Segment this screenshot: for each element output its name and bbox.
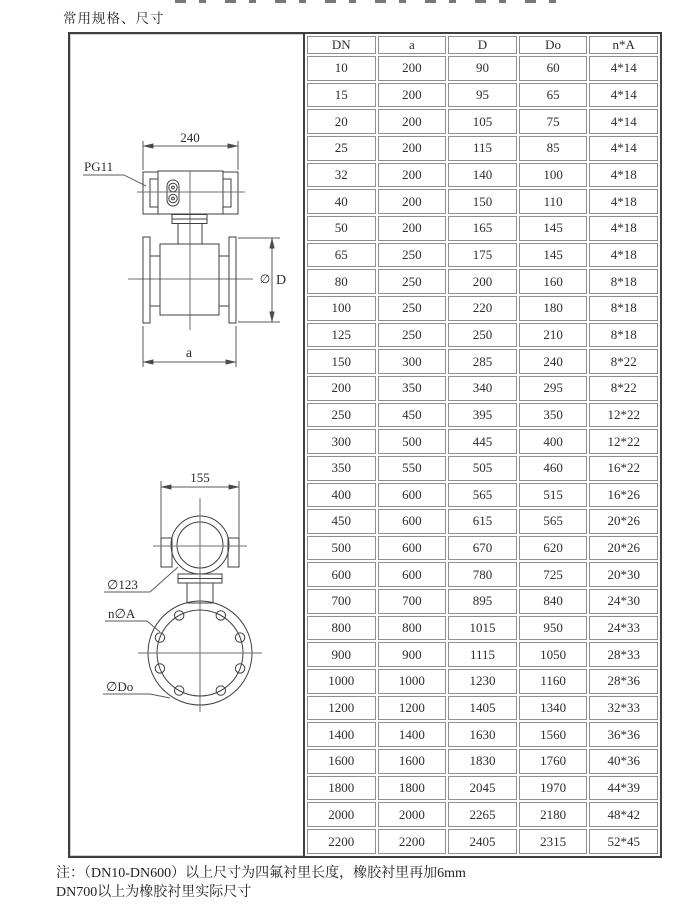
table-cell: 28*33 bbox=[589, 642, 658, 667]
table-cell: 840 bbox=[519, 589, 588, 614]
table-row bbox=[307, 749, 658, 774]
table-cell: 4*18 bbox=[589, 163, 658, 188]
spec-table bbox=[305, 34, 660, 856]
table-cell: 550 bbox=[378, 456, 447, 481]
table-row bbox=[307, 696, 658, 721]
table-cell: 1600 bbox=[378, 749, 447, 774]
table-cell: 670 bbox=[448, 536, 517, 561]
table-cell: 1000 bbox=[378, 669, 447, 694]
spec-table-container bbox=[303, 34, 660, 856]
table-row bbox=[307, 243, 658, 268]
table-cell: 80 bbox=[307, 269, 376, 294]
table-cell: 600 bbox=[378, 483, 447, 508]
table-cell: 110 bbox=[519, 189, 588, 214]
table-cell: 220 bbox=[448, 296, 517, 321]
table-cell: 725 bbox=[519, 562, 588, 587]
table-row bbox=[307, 349, 658, 374]
table-cell: 2405 bbox=[448, 829, 517, 854]
table-cell: 4*14 bbox=[589, 83, 658, 108]
table-cell: 1200 bbox=[378, 696, 447, 721]
table-cell: 175 bbox=[448, 243, 517, 268]
table-cell: 1015 bbox=[448, 616, 517, 641]
table-cell: 2180 bbox=[519, 802, 588, 827]
table-cell: 200 bbox=[378, 136, 447, 161]
table-cell: 2265 bbox=[448, 802, 517, 827]
table-cell: 200 bbox=[378, 56, 447, 81]
table-cell: 285 bbox=[448, 349, 517, 374]
table-cell: 50 bbox=[307, 216, 376, 241]
table-cell: 100 bbox=[519, 163, 588, 188]
note-line-1: 注：（DN10-DN600）以上尺寸为四氟衬里长度，橡胶衬里再加6mm bbox=[56, 866, 466, 881]
table-cell: 800 bbox=[378, 616, 447, 641]
table-cell: 250 bbox=[378, 296, 447, 321]
table-cell: 1830 bbox=[448, 749, 517, 774]
table-cell: 1160 bbox=[519, 669, 588, 694]
table-row bbox=[307, 163, 658, 188]
table-cell: 200 bbox=[378, 216, 447, 241]
table-cell: 1050 bbox=[519, 642, 588, 667]
table-cell: 600 bbox=[378, 536, 447, 561]
bolt-holes-label: n∅A bbox=[108, 606, 136, 621]
dia-do-label: ∅Do bbox=[106, 679, 134, 694]
table-header-cell: a bbox=[378, 36, 447, 54]
table-cell: 200 bbox=[378, 163, 447, 188]
table-cell: 445 bbox=[448, 429, 517, 454]
table-row bbox=[307, 509, 658, 534]
table-header-cell: D bbox=[448, 36, 517, 54]
note-line-2: DN700以上为橡胶衬里实际尺寸 bbox=[56, 885, 252, 900]
table-cell: 4*14 bbox=[589, 109, 658, 134]
table-cell: 65 bbox=[519, 83, 588, 108]
table-cell: 620 bbox=[519, 536, 588, 561]
table-row bbox=[307, 189, 658, 214]
table-cell: 250 bbox=[378, 269, 447, 294]
table-cell: 400 bbox=[307, 483, 376, 508]
table-cell: 300 bbox=[378, 349, 447, 374]
table-cell: 100 bbox=[307, 296, 376, 321]
table-cell: 1230 bbox=[448, 669, 517, 694]
dia-123-label: ∅123 bbox=[107, 577, 138, 592]
table-cell: 200 bbox=[378, 83, 447, 108]
table-cell: 28*36 bbox=[589, 669, 658, 694]
table-cell: 180 bbox=[519, 296, 588, 321]
table-cell: 210 bbox=[519, 323, 588, 348]
table-cell: 1760 bbox=[519, 749, 588, 774]
dia-d-letter: D bbox=[275, 273, 287, 288]
table-cell: 600 bbox=[307, 562, 376, 587]
table-cell: 32*33 bbox=[589, 696, 658, 721]
table-cell: 1400 bbox=[378, 722, 447, 747]
table-row bbox=[307, 323, 658, 348]
table-row bbox=[307, 776, 658, 801]
table-row bbox=[307, 642, 658, 667]
table-cell: 350 bbox=[307, 456, 376, 481]
table-cell: 505 bbox=[448, 456, 517, 481]
table-cell: 20*26 bbox=[589, 509, 658, 534]
dia-d-symbol: ∅ bbox=[259, 272, 271, 286]
table-cell: 8*18 bbox=[589, 269, 658, 294]
table-cell: 125 bbox=[307, 323, 376, 348]
table-cell: 565 bbox=[448, 483, 517, 508]
table-cell: 1405 bbox=[448, 696, 517, 721]
table-cell: 44*39 bbox=[589, 776, 658, 801]
table-row bbox=[307, 802, 658, 827]
table-cell: 950 bbox=[519, 616, 588, 641]
front-view bbox=[103, 470, 262, 712]
table-cell: 4*18 bbox=[589, 189, 658, 214]
table-cell: 25 bbox=[307, 136, 376, 161]
cropped-title-remnant bbox=[175, 0, 565, 3]
table-cell: 900 bbox=[307, 642, 376, 667]
table-cell: 85 bbox=[519, 136, 588, 161]
table-cell: 150 bbox=[307, 349, 376, 374]
table-row bbox=[307, 136, 658, 161]
table-cell: 350 bbox=[378, 376, 447, 401]
spec-frame bbox=[68, 32, 662, 858]
table-cell: 800 bbox=[307, 616, 376, 641]
table-cell: 16*26 bbox=[589, 483, 658, 508]
table-cell: 32 bbox=[307, 163, 376, 188]
table-cell: 160 bbox=[519, 269, 588, 294]
table-cell: 115 bbox=[448, 136, 517, 161]
notes bbox=[56, 864, 656, 902]
table-cell: 780 bbox=[448, 562, 517, 587]
table-cell: 52*45 bbox=[589, 829, 658, 854]
table-cell: 1340 bbox=[519, 696, 588, 721]
table-cell: 20*30 bbox=[589, 562, 658, 587]
table-cell: 615 bbox=[448, 509, 517, 534]
table-cell: 2200 bbox=[378, 829, 447, 854]
table-cell: 4*18 bbox=[589, 216, 658, 241]
table-cell: 1200 bbox=[307, 696, 376, 721]
table-cell: 145 bbox=[519, 216, 588, 241]
table-row bbox=[307, 536, 658, 561]
table-cell: 240 bbox=[519, 349, 588, 374]
table-cell: 12*22 bbox=[589, 429, 658, 454]
table-cell: 600 bbox=[378, 509, 447, 534]
table-cell: 250 bbox=[378, 323, 447, 348]
technical-drawing bbox=[70, 34, 305, 856]
table-cell: 1970 bbox=[519, 776, 588, 801]
table-cell: 20 bbox=[307, 109, 376, 134]
table-cell: 12*22 bbox=[589, 403, 658, 428]
table-cell: 250 bbox=[448, 323, 517, 348]
table-cell: 340 bbox=[448, 376, 517, 401]
table-cell: 200 bbox=[307, 376, 376, 401]
table-cell: 1000 bbox=[307, 669, 376, 694]
table-cell: 1800 bbox=[307, 776, 376, 801]
table-cell: 600 bbox=[378, 562, 447, 587]
table-cell: 4*14 bbox=[589, 136, 658, 161]
table-cell: 75 bbox=[519, 109, 588, 134]
table-cell: 1560 bbox=[519, 722, 588, 747]
table-row bbox=[307, 429, 658, 454]
table-cell: 95 bbox=[448, 83, 517, 108]
table-cell: 1800 bbox=[378, 776, 447, 801]
table-cell: 8*22 bbox=[589, 349, 658, 374]
cable-gland-label: PG11 bbox=[84, 159, 114, 174]
table-cell: 450 bbox=[378, 403, 447, 428]
table-row bbox=[307, 722, 658, 747]
table-cell: 4*18 bbox=[589, 243, 658, 268]
table-cell: 2315 bbox=[519, 829, 588, 854]
table-cell: 145 bbox=[519, 243, 588, 268]
table-cell: 350 bbox=[519, 403, 588, 428]
table-row bbox=[307, 296, 658, 321]
table-cell: 1630 bbox=[448, 722, 517, 747]
table-cell: 515 bbox=[519, 483, 588, 508]
table-header-cell: DN bbox=[307, 36, 376, 54]
table-cell: 90 bbox=[448, 56, 517, 81]
table-cell: 200 bbox=[378, 109, 447, 134]
table-header-cell: Do bbox=[519, 36, 588, 54]
dim-240-label: 240 bbox=[180, 130, 200, 145]
table-cell: 150 bbox=[448, 189, 517, 214]
table-cell: 24*30 bbox=[589, 589, 658, 614]
table-cell: 4*14 bbox=[589, 56, 658, 81]
table-cell: 565 bbox=[519, 509, 588, 534]
table-cell: 8*18 bbox=[589, 323, 658, 348]
table-cell: 1600 bbox=[307, 749, 376, 774]
table-cell: 400 bbox=[519, 429, 588, 454]
table-cell: 500 bbox=[378, 429, 447, 454]
table-row bbox=[307, 83, 658, 108]
dim-a-label: a bbox=[185, 346, 193, 361]
table-cell: 65 bbox=[307, 243, 376, 268]
table-row bbox=[307, 376, 658, 401]
table-cell: 1400 bbox=[307, 722, 376, 747]
table-cell: 165 bbox=[448, 216, 517, 241]
table-cell: 36*36 bbox=[589, 722, 658, 747]
table-cell: 500 bbox=[307, 536, 376, 561]
table-cell: 200 bbox=[378, 189, 447, 214]
table-cell: 2000 bbox=[307, 802, 376, 827]
table-cell: 295 bbox=[519, 376, 588, 401]
table-row bbox=[307, 109, 658, 134]
table-row bbox=[307, 216, 658, 241]
table-cell: 48*42 bbox=[589, 802, 658, 827]
table-row bbox=[307, 616, 658, 641]
table-header-row bbox=[307, 36, 658, 54]
table-cell: 2200 bbox=[307, 829, 376, 854]
table-cell: 395 bbox=[448, 403, 517, 428]
table-cell: 895 bbox=[448, 589, 517, 614]
table-cell: 8*18 bbox=[589, 296, 658, 321]
table-row bbox=[307, 456, 658, 481]
table-cell: 900 bbox=[378, 642, 447, 667]
table-cell: 200 bbox=[448, 269, 517, 294]
table-cell: 140 bbox=[448, 163, 517, 188]
table-cell: 8*22 bbox=[589, 376, 658, 401]
table-cell: 450 bbox=[307, 509, 376, 534]
side-view bbox=[83, 130, 286, 367]
table-cell: 20*26 bbox=[589, 536, 658, 561]
table-cell: 105 bbox=[448, 109, 517, 134]
table-cell: 24*33 bbox=[589, 616, 658, 641]
table-row bbox=[307, 829, 658, 854]
table-cell: 40 bbox=[307, 189, 376, 214]
table-cell: 700 bbox=[307, 589, 376, 614]
table-cell: 700 bbox=[378, 589, 447, 614]
spec-table-body bbox=[307, 56, 658, 854]
table-row bbox=[307, 269, 658, 294]
table-cell: 2045 bbox=[448, 776, 517, 801]
table-header-cell: n*A bbox=[589, 36, 658, 54]
table-cell: 250 bbox=[307, 403, 376, 428]
table-row bbox=[307, 483, 658, 508]
table-cell: 1115 bbox=[448, 642, 517, 667]
table-cell: 60 bbox=[519, 56, 588, 81]
table-row bbox=[307, 403, 658, 428]
table-cell: 250 bbox=[378, 243, 447, 268]
table-cell: 15 bbox=[307, 83, 376, 108]
table-cell: 10 bbox=[307, 56, 376, 81]
page-title: 常用规格、尺寸 bbox=[63, 11, 165, 26]
table-cell: 300 bbox=[307, 429, 376, 454]
table-cell: 460 bbox=[519, 456, 588, 481]
table-row bbox=[307, 562, 658, 587]
table-cell: 16*22 bbox=[589, 456, 658, 481]
table-cell: 40*36 bbox=[589, 749, 658, 774]
table-row bbox=[307, 56, 658, 81]
table-row bbox=[307, 669, 658, 694]
dim-155-label: 155 bbox=[190, 470, 210, 485]
table-row bbox=[307, 589, 658, 614]
table-cell: 2000 bbox=[378, 802, 447, 827]
